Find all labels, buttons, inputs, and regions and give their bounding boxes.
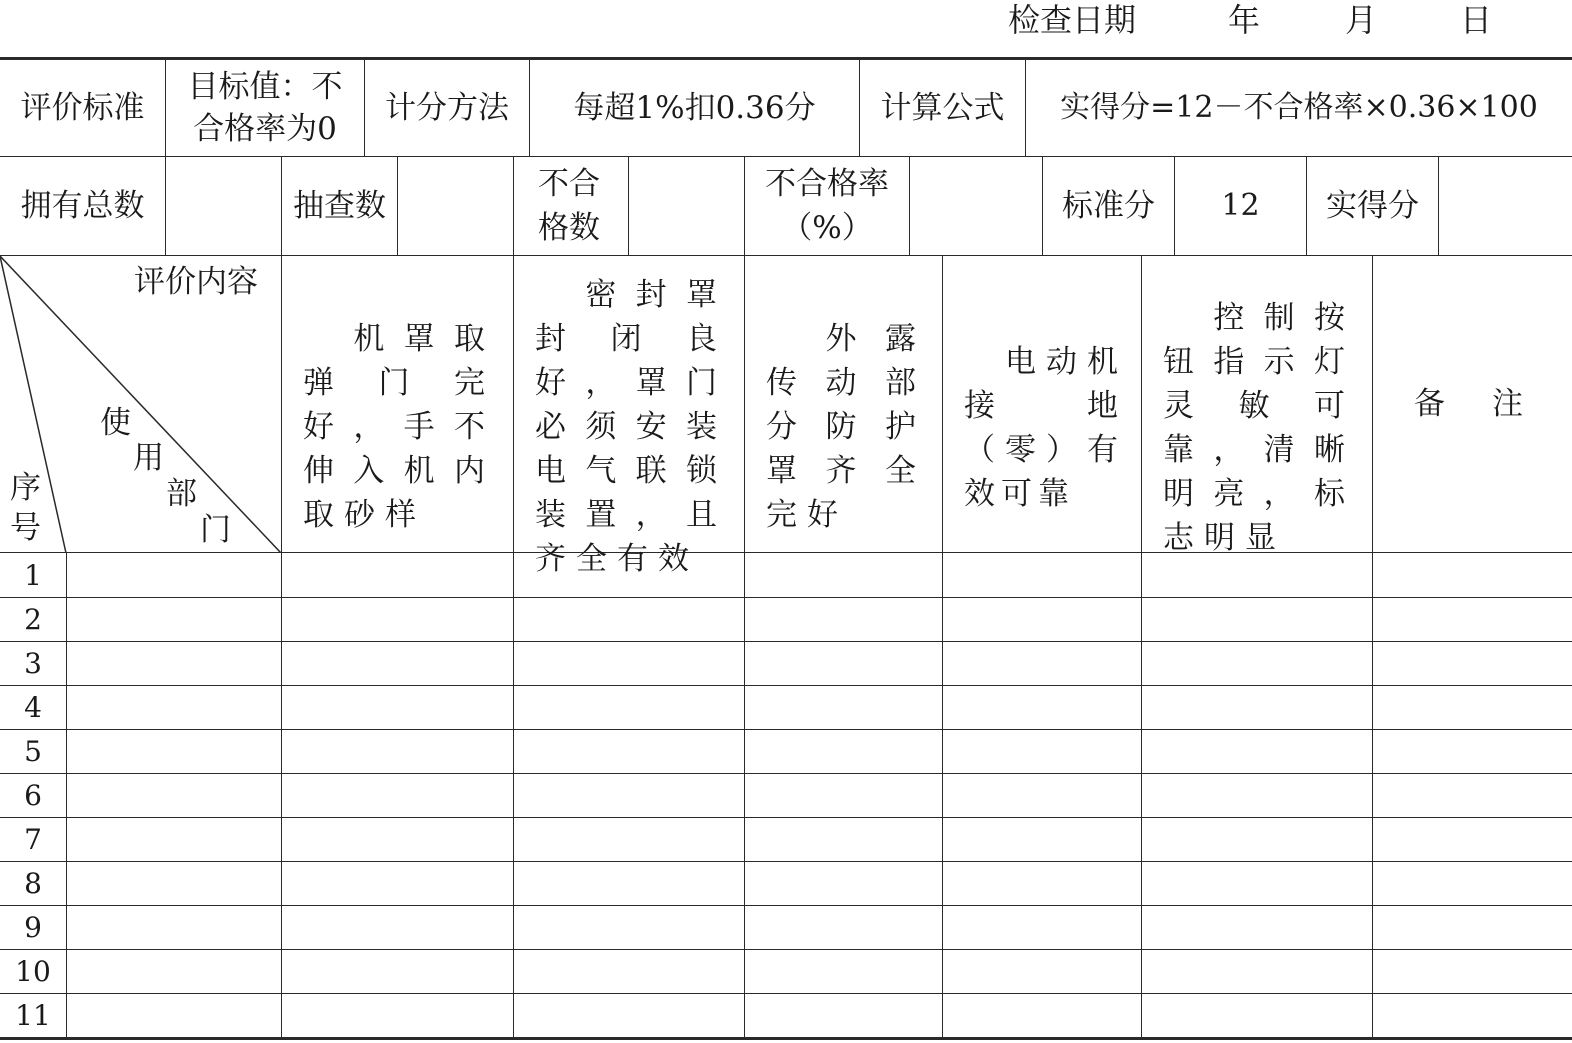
fail-count-label-line2: 格数 xyxy=(538,210,600,246)
evaluation-standard-label: 评价标准 xyxy=(20,90,145,126)
row-number: 4 xyxy=(24,690,42,724)
month-label: 月 xyxy=(1345,1,1378,39)
row-number: 2 xyxy=(24,602,42,636)
table-row-divider xyxy=(0,817,1572,818)
table-row-divider xyxy=(0,861,1572,862)
content-column-divider xyxy=(281,256,282,1037)
diagonal-line-dept xyxy=(0,256,281,553)
row-number: 7 xyxy=(24,822,42,856)
fail-count-label xyxy=(514,162,628,252)
header-col-remarks: 备 注 xyxy=(1414,386,1531,422)
diag-label-seq-2: 号 xyxy=(10,510,41,546)
table-row-divider xyxy=(0,641,1572,642)
scoring-method-label: 计分方法 xyxy=(385,90,509,126)
fail-rate-label xyxy=(745,162,909,252)
diag-label-dept-3: 部 xyxy=(166,476,197,512)
fail-count-value[interactable] xyxy=(629,157,744,255)
content-column-divider xyxy=(1141,256,1142,1037)
diag-label-dept-2: 用 xyxy=(133,440,164,476)
header-col-guard: 外露传动部分防护罩齐全完好 xyxy=(766,321,926,533)
row-number: 6 xyxy=(24,778,42,812)
row-number: 3 xyxy=(24,646,42,680)
total-count-label: 拥有总数 xyxy=(20,188,145,224)
sample-count-label: 抽查数 xyxy=(293,188,386,224)
actual-score-value[interactable] xyxy=(1439,157,1572,255)
actual-score-label: 实得分 xyxy=(1326,188,1419,224)
content-column-divider xyxy=(513,256,514,1037)
row-number: 10 xyxy=(15,954,51,988)
table-row-divider xyxy=(0,597,1572,598)
scoring-method-value: 每超1%扣0.36分 xyxy=(573,90,816,126)
diagonal-header-lines xyxy=(0,256,281,553)
fail-rate-value[interactable] xyxy=(910,157,1042,255)
diag-label-dept-1: 使 xyxy=(100,405,131,441)
day-label: 日 xyxy=(1460,1,1493,39)
header-col-hood-door: 机罩取弹门完好，手不伸入机内取砂样 xyxy=(303,321,495,533)
criteria-divider xyxy=(165,60,166,156)
standard-score-value: 12 xyxy=(1221,188,1260,223)
row-number: 9 xyxy=(24,910,42,944)
row-number: 8 xyxy=(24,866,42,900)
fail-count-label-line1: 不合 xyxy=(538,166,600,202)
target-value-cell: 目标值：不合格率为0 xyxy=(187,69,343,147)
row-number: 1 xyxy=(24,558,42,592)
sample-count-value[interactable] xyxy=(398,157,513,255)
formula-value: 实得分=12－不合格率×0.36×100 xyxy=(1060,90,1538,125)
diag-label-evaluation-content: 评价内容 xyxy=(134,264,258,300)
content-column-divider xyxy=(744,256,745,1037)
table-bottom-border xyxy=(0,1037,1572,1040)
diagonal-line-seq xyxy=(0,256,66,553)
row-number: 11 xyxy=(15,998,51,1032)
table-row-divider xyxy=(0,773,1572,774)
fail-rate-label-line2: （%） xyxy=(781,210,873,246)
header-col-seal-cover: 密封罩封闭良好，罩门必须安装电气联锁装置，且齐全有效 xyxy=(535,277,727,577)
content-column-divider xyxy=(942,256,943,1037)
seq-column-divider xyxy=(66,553,67,1037)
diag-label-seq-1: 序 xyxy=(10,470,41,506)
inspection-date-header xyxy=(1000,0,1560,40)
table-row-divider xyxy=(0,729,1572,730)
year-label: 年 xyxy=(1228,1,1261,39)
standard-score-label: 标准分 xyxy=(1062,188,1155,224)
table-row-divider xyxy=(0,993,1572,994)
table-row-divider xyxy=(0,949,1572,950)
total-count-value[interactable] xyxy=(166,157,281,255)
date-label: 检查日期 xyxy=(1008,1,1137,39)
header-col-control-button: 控制按钮指示灯灵敏可靠，清晰明亮，标志明显 xyxy=(1163,300,1355,556)
fail-rate-label-line1: 不合格率 xyxy=(765,166,889,202)
table-row-divider xyxy=(0,905,1572,906)
header-col-motor-ground: 电动机接地（零）有效可靠 xyxy=(964,344,1124,512)
diag-label-dept-4: 门 xyxy=(200,512,231,548)
formula-label: 计算公式 xyxy=(880,90,1005,126)
row-number: 5 xyxy=(24,734,42,768)
table-row-divider xyxy=(0,685,1572,686)
